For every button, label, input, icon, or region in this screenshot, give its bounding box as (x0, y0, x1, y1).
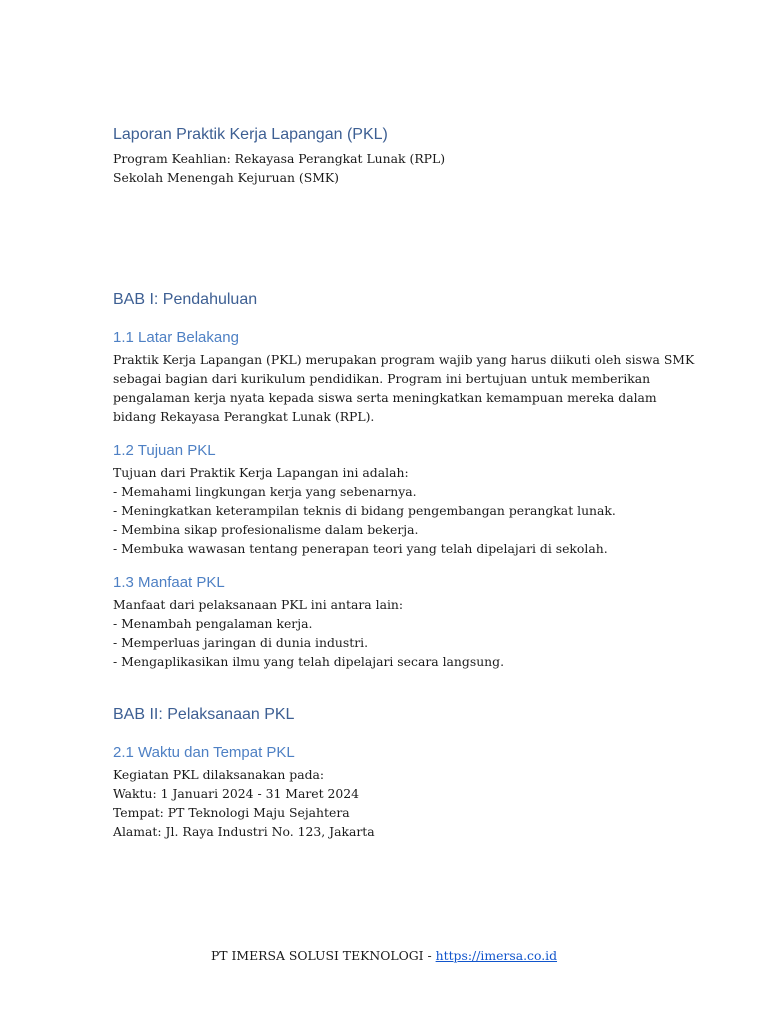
paragraph-line: sebagai bagian dari kurikulum pendidikan. Program ini bertujuan untuk memberikan (113, 371, 651, 386)
list-intro: Manfaat dari pelaksanaan PKL ini antara lain: (113, 597, 404, 612)
section-1-3-heading: 1.3 Manfaat PKL (113, 574, 225, 591)
list-item: - Meningkatkan keterampilan teknis di bidang pengembangan perangkat lunak. (113, 503, 616, 518)
list-item: - Membina sikap profesionalisme dalam bekerja. (113, 522, 419, 537)
bab2-heading: BAB II: Pelaksanaan PKL (113, 706, 295, 723)
paragraph-line: Kegiatan PKL dilaksanakan pada: (113, 767, 325, 782)
section-1-2-heading: 1.2 Tujuan PKL (113, 442, 216, 459)
program-line: Program Keahlian: Rekayasa Perangkat Lunak (RPL) (113, 151, 446, 166)
paragraph-line: bidang Rekayasa Perangkat Lunak (RPL). (113, 409, 375, 424)
list-item: - Menambah pengalaman kerja. (113, 616, 313, 631)
paragraph-line: Tempat: PT Teknologi Maju Sejahtera (113, 805, 350, 820)
list-item: - Mengaplikasikan ilmu yang telah dipelajari secara langsung. (113, 654, 505, 669)
paragraph-line: Praktik Kerja Lapangan (PKL) merupakan program wajib yang harus diikuti oleh siswa SMK (113, 352, 695, 367)
list-item: - Memperluas jaringan di dunia industri. (113, 635, 369, 650)
list-item: - Memahami lingkungan kerja yang sebenarnya. (113, 484, 417, 499)
footer-company: PT IMERSA SOLUSI TEKNOLOGI - (210, 948, 436, 963)
list-intro: Tujuan dari Praktik Kerja Lapangan ini adalah: (113, 465, 409, 480)
school-line: Sekolah Menengah Kejuruan (SMK) (113, 170, 339, 185)
footer-link[interactable]: https://imersa.co.id (435, 948, 558, 963)
list-item: - Membuka wawasan tentang penerapan teori yang telah dipelajari di sekolah. (113, 541, 608, 556)
paragraph-line: Waktu: 1 Januari 2024 - 31 Maret 2024 (113, 786, 360, 801)
paragraph-line: Alamat: Jl. Raya Industri No. 123, Jakarta (113, 824, 375, 839)
bab1-heading: BAB I: Pendahuluan (113, 291, 258, 308)
paragraph-line: pengalaman kerja nyata kepada siswa serta meningkatkan kemampuan mereka dalam (113, 390, 657, 405)
section-1-1-heading: 1.1 Latar Belakang (113, 329, 239, 346)
document-title: Laporan Praktik Kerja Lapangan (PKL) (113, 126, 388, 143)
page-footer (0, 946, 768, 965)
section-2-1-heading: 2.1 Waktu dan Tempat PKL (113, 744, 295, 761)
